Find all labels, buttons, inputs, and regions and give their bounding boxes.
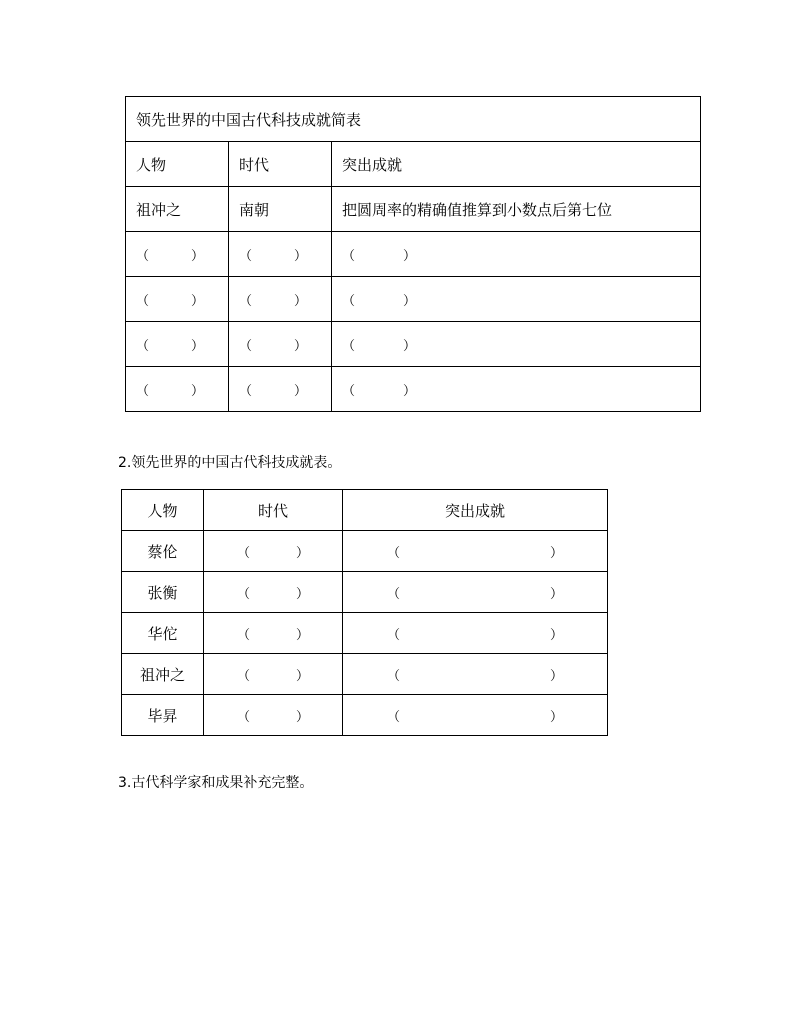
open-paren: （ xyxy=(236,545,250,561)
blank-cell[interactable] xyxy=(126,322,229,367)
open-paren: （ xyxy=(236,586,250,602)
table-row xyxy=(126,367,701,412)
table-header-row xyxy=(126,142,701,187)
close-paren: ） xyxy=(294,293,308,309)
close-paren: ） xyxy=(294,248,308,264)
blank-cell[interactable] xyxy=(332,322,701,367)
open-paren: （ xyxy=(136,383,150,399)
column-header-person: 人物 xyxy=(126,142,229,187)
person-cell: 祖冲之 xyxy=(122,654,204,695)
person-cell: 毕昇 xyxy=(122,695,204,736)
open-paren: （ xyxy=(342,383,356,399)
close-paren: ） xyxy=(191,248,205,264)
close-paren: ） xyxy=(296,627,310,643)
open-paren: （ xyxy=(386,545,400,561)
person-cell: 张衡 xyxy=(122,572,204,613)
close-paren: ） xyxy=(294,338,308,354)
table-row xyxy=(122,572,608,613)
science-summary-table xyxy=(125,96,701,412)
blank-cell[interactable] xyxy=(343,695,608,736)
close-paren: ） xyxy=(403,383,417,399)
person-cell: 蔡伦 xyxy=(122,531,204,572)
table-row xyxy=(122,695,608,736)
open-paren: （ xyxy=(239,248,253,264)
open-paren: （ xyxy=(342,248,356,264)
blank-cell[interactable] xyxy=(332,232,701,277)
close-paren: ） xyxy=(296,545,310,561)
blank-cell[interactable] xyxy=(204,531,343,572)
open-paren: （ xyxy=(236,668,250,684)
close-paren: ） xyxy=(296,668,310,684)
person-cell: 华佗 xyxy=(122,613,204,654)
open-paren: （ xyxy=(239,383,253,399)
open-paren: （ xyxy=(236,627,250,643)
blank-cell[interactable] xyxy=(126,367,229,412)
question-2-heading: 2.领先世界的中国古代科技成就表。 xyxy=(118,455,342,471)
close-paren: ） xyxy=(296,586,310,602)
table-row xyxy=(126,187,701,232)
science-achievement-table xyxy=(121,489,608,736)
blank-cell[interactable] xyxy=(229,232,332,277)
column-header-person: 人物 xyxy=(122,490,204,531)
close-paren: ） xyxy=(191,293,205,309)
close-paren: ） xyxy=(550,627,564,643)
close-paren: ） xyxy=(403,248,417,264)
close-paren: ） xyxy=(191,338,205,354)
table-row xyxy=(126,322,701,367)
open-paren: （ xyxy=(386,709,400,725)
open-paren: （ xyxy=(136,248,150,264)
close-paren: ） xyxy=(550,709,564,725)
open-paren: （ xyxy=(239,293,253,309)
close-paren: ） xyxy=(294,383,308,399)
blank-cell[interactable] xyxy=(229,367,332,412)
blank-cell[interactable] xyxy=(204,695,343,736)
open-paren: （ xyxy=(239,338,253,354)
blank-cell[interactable] xyxy=(229,277,332,322)
open-paren: （ xyxy=(386,627,400,643)
table-row xyxy=(122,531,608,572)
blank-cell[interactable] xyxy=(343,572,608,613)
blank-cell[interactable] xyxy=(126,277,229,322)
table-row xyxy=(126,232,701,277)
table-header-row xyxy=(122,490,608,531)
blank-cell[interactable] xyxy=(343,654,608,695)
column-header-achievement: 突出成就 xyxy=(332,142,701,187)
column-header-achievement: 突出成就 xyxy=(343,490,608,531)
table-row xyxy=(122,654,608,695)
close-paren: ） xyxy=(403,293,417,309)
open-paren: （ xyxy=(386,586,400,602)
table-caption-row xyxy=(126,97,701,142)
blank-cell[interactable] xyxy=(343,531,608,572)
table-row xyxy=(126,277,701,322)
open-paren: （ xyxy=(386,668,400,684)
close-paren: ） xyxy=(550,668,564,684)
column-header-era: 时代 xyxy=(229,142,332,187)
column-header-era: 时代 xyxy=(204,490,343,531)
open-paren: （ xyxy=(136,293,150,309)
open-paren: （ xyxy=(136,338,150,354)
era-cell: 南朝 xyxy=(229,187,332,232)
open-paren: （ xyxy=(342,293,356,309)
close-paren: ） xyxy=(296,709,310,725)
close-paren: ） xyxy=(550,545,564,561)
blank-cell[interactable] xyxy=(126,232,229,277)
close-paren: ） xyxy=(191,383,205,399)
close-paren: ） xyxy=(403,338,417,354)
table-caption: 领先世界的中国古代科技成就简表 xyxy=(126,97,701,142)
question-3-heading: 3.古代科学家和成果补充完整。 xyxy=(118,775,314,791)
blank-cell[interactable] xyxy=(204,572,343,613)
achievement-cell: 把圆周率的精确值推算到小数点后第七位 xyxy=(332,187,701,232)
open-paren: （ xyxy=(342,338,356,354)
blank-cell[interactable] xyxy=(343,613,608,654)
table-row xyxy=(122,613,608,654)
blank-cell[interactable] xyxy=(204,654,343,695)
person-cell: 祖冲之 xyxy=(126,187,229,232)
open-paren: （ xyxy=(236,709,250,725)
blank-cell[interactable] xyxy=(229,322,332,367)
close-paren: ） xyxy=(550,586,564,602)
blank-cell[interactable] xyxy=(332,277,701,322)
blank-cell[interactable] xyxy=(204,613,343,654)
blank-cell[interactable] xyxy=(332,367,701,412)
